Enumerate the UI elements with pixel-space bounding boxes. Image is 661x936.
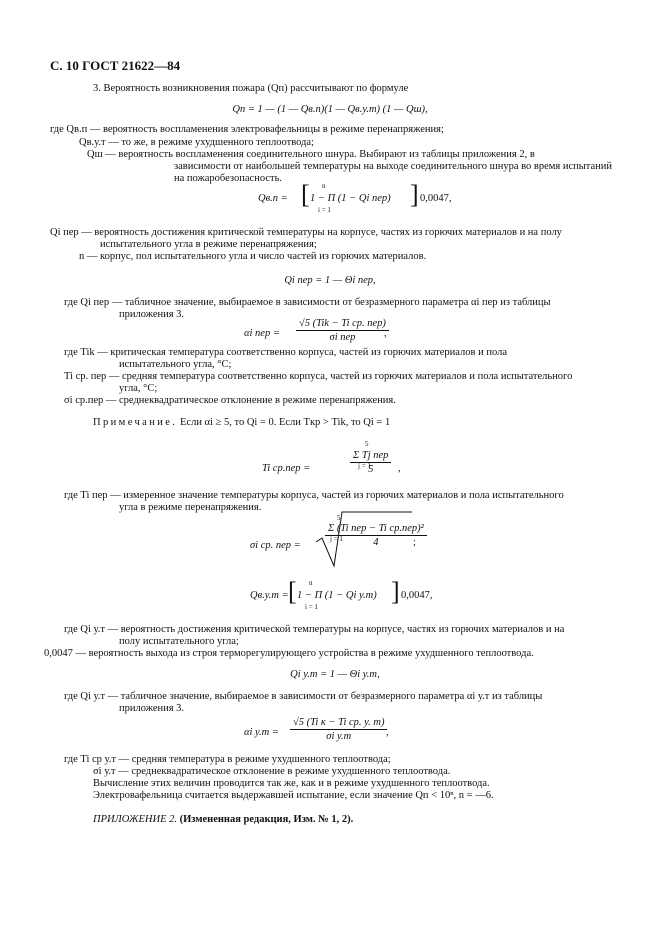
formula-aut-fraction: [290, 717, 387, 742]
formula-aut-comma: ,: [386, 727, 389, 738]
formula-sigma-lhs: σi ср. пер =: [250, 540, 301, 551]
formula-qvut-prod-top: n: [309, 579, 313, 587]
formula-qiut: Qi у.т = 1 — Θi у.т,: [290, 669, 380, 680]
formula-qvut-bracket-left: [: [288, 577, 297, 606]
definition-qiut-line2: полу испытательного угла;: [119, 636, 239, 647]
formula-alpha-lhs: αi пер =: [244, 328, 280, 339]
definition-theta-line1: где Qi пер — табличное значение, выбираемое в зависимости от безразмерного параметра αi пер из таблицы: [64, 297, 551, 308]
formula-qvp-tail: 0,0047,: [420, 193, 452, 204]
definition-sigma: σi ср.пер — среднеквадратическое отклонение в режиме перенапряжения.: [64, 395, 396, 406]
note-text: Если αi ≥ 5, то Qi = 0. Если Tкр > Tik, то Qi = 1: [180, 417, 391, 428]
formula-alpha-comma: ,: [384, 328, 387, 339]
definition-qsh-line3: на пожаробезопасность.: [174, 173, 282, 184]
definition-qiut-line1: где Qi у.т — вероятность достижения критической температуры на корпусе, частях из горючих материалов и на: [64, 624, 565, 635]
formula-qvut-lhs: Qв.у.т =: [250, 590, 289, 601]
section-3-intro: 3. Вероятность возникновения пожара (Qп) рассчитывают по формуле: [93, 83, 409, 94]
pass-criterion: Электровафельница считается выдержавшей испытание, если значение Qп < 10ⁿ, n = —6.: [93, 790, 494, 801]
appendix-label: ПРИЛОЖЕНИЕ 2.: [93, 814, 177, 825]
definition-qsh-line1: Qш — вероятность воспламенения соединительного шнура. Выбирают из таблицы приложения 2, в: [87, 149, 535, 160]
formula-qvp-bracket-right: ]: [410, 180, 419, 209]
formula-qvut-bracket-right: ]: [391, 577, 400, 606]
definition-qiper-line1: Qi пер — вероятность достижения критической температуры на корпусе, частях из горючих материалов и на полу: [50, 227, 562, 238]
appendix-note: [93, 814, 353, 826]
definition-qsh-line2: зависимости от наибольшей температуры на выходе соединительного шнура во время испытаний: [174, 161, 613, 172]
formula-qvp-body: 1 − Π (1 − Qi пер): [310, 193, 391, 204]
formula-aut-lhs: αi у.т =: [244, 727, 279, 738]
formula-qp: Qп = 1 — (1 — Qв.п)(1 — Qв.у.т) (1 — Qш),: [232, 104, 428, 115]
formula-alpha-fraction: [296, 318, 389, 343]
definition-tik-line2: испытательного угла, °С;: [119, 359, 232, 370]
calc-note: Вычисление этих величин проводится так же, как и в режиме ухудшенного теплоотвода.: [93, 778, 490, 789]
definition-qvut: Qв.у.т — то же, в режиме ухудшенного теплоотвода;: [79, 137, 314, 148]
formula-sigma-denominator: 4: [373, 537, 379, 548]
definition-n: n — корпус, пол испытательного угла и число частей из горючих материалов.: [79, 251, 427, 262]
definition-qvp: где Qв.п — вероятность воспламенения электровафельницы в режиме перенапряжения;: [50, 124, 444, 135]
appendix-edit: (Измененная редакция, Изм. № 1, 2).: [179, 814, 354, 825]
formula-alpha-numerator: √5 (Tik − Ti ср. пер): [296, 318, 389, 331]
formula-alpha-denominator: σi пер: [329, 332, 356, 343]
definition-tiper-line2: угла в режиме перенапряжения.: [119, 502, 262, 513]
formula-qiper: Qi пер = 1 — Θi пер,: [284, 275, 376, 286]
definition-theta-line2: приложения 3.: [119, 309, 185, 320]
formula-sigma-numerator: Σ (Ti пер − Ti ср.пер)²: [325, 523, 427, 536]
note-paragraph: [93, 417, 390, 429]
definition-tisr-line2: угла, °С;: [119, 383, 158, 394]
formula-aut-denominator: σi у.т: [326, 731, 352, 742]
definition-0047: 0,0047 — вероятность выхода из строя терморегулирующего устройства в режиме ухудшенного теплоотвода.: [44, 648, 534, 659]
formula-tsr-comma: ,: [398, 463, 401, 474]
formula-tsr-numerator: Σ Tj пер: [350, 450, 391, 463]
definition-tik-line1: где Tik — критическая температура соответственно корпуса, частей из горючих материалов и пола: [64, 347, 507, 358]
formula-qvp-prod-top: n: [322, 182, 326, 190]
formula-qvp-lhs: Qв.п =: [258, 193, 288, 204]
formula-qvp-prod-bot: i = 1: [318, 206, 331, 214]
page-header: С. 10 ГОСТ 21622—84: [50, 58, 181, 73]
formula-sigma-sum-bot: j = 1: [330, 535, 343, 543]
definition-tisr-line1: Ti ср. пер — средняя температура соответственно корпуса, частей из горючих материалов и пола испытательного: [64, 371, 573, 382]
formula-qvut-body: 1 − Π (1 − Qi у.т): [297, 590, 377, 601]
definition-qiper-line2: испытательного угла в режиме перенапряжения;: [100, 239, 317, 250]
formula-tsr-denominator: 5: [368, 464, 374, 475]
definition-siut: σi у.т — среднеквадратическое отклонение в режиме ухудшенного теплоотвода.: [93, 766, 451, 777]
definition-qiut-table-line2: приложения 3.: [119, 703, 185, 714]
definition-tiut: где Ti ср у.т — средняя температура в режиме ухудшенного теплоотвода;: [64, 754, 391, 765]
formula-tsr-sum-top: 5: [365, 440, 369, 448]
definition-qiut-table-line1: где Qi у.т — табличное значение, выбираемое в зависимости от безразмерного параметра αi у.т из таблицы: [64, 691, 543, 702]
formula-tsr-lhs: Ti ср.пер =: [262, 463, 311, 474]
formula-qvut-prod-bot: i = 1: [305, 603, 318, 611]
formula-qvut-tail: 0,0047,: [401, 590, 433, 601]
formula-sigma-sum-top: 5: [337, 514, 341, 522]
formula-sigma-tail: ;: [413, 537, 416, 548]
definition-tiper-line1: где Ti пер — измеренное значение температуры корпуса, частей из горючих материалов и пола испытательного: [64, 490, 564, 501]
formula-aut-numerator: √5 (Ti к − Ti ср. у. т): [290, 717, 387, 730]
note-label: Примечание.: [93, 417, 178, 428]
formula-qvp-bracket-left: [: [301, 180, 310, 209]
formula-tsr-sum-bot: j = 1: [358, 462, 371, 470]
